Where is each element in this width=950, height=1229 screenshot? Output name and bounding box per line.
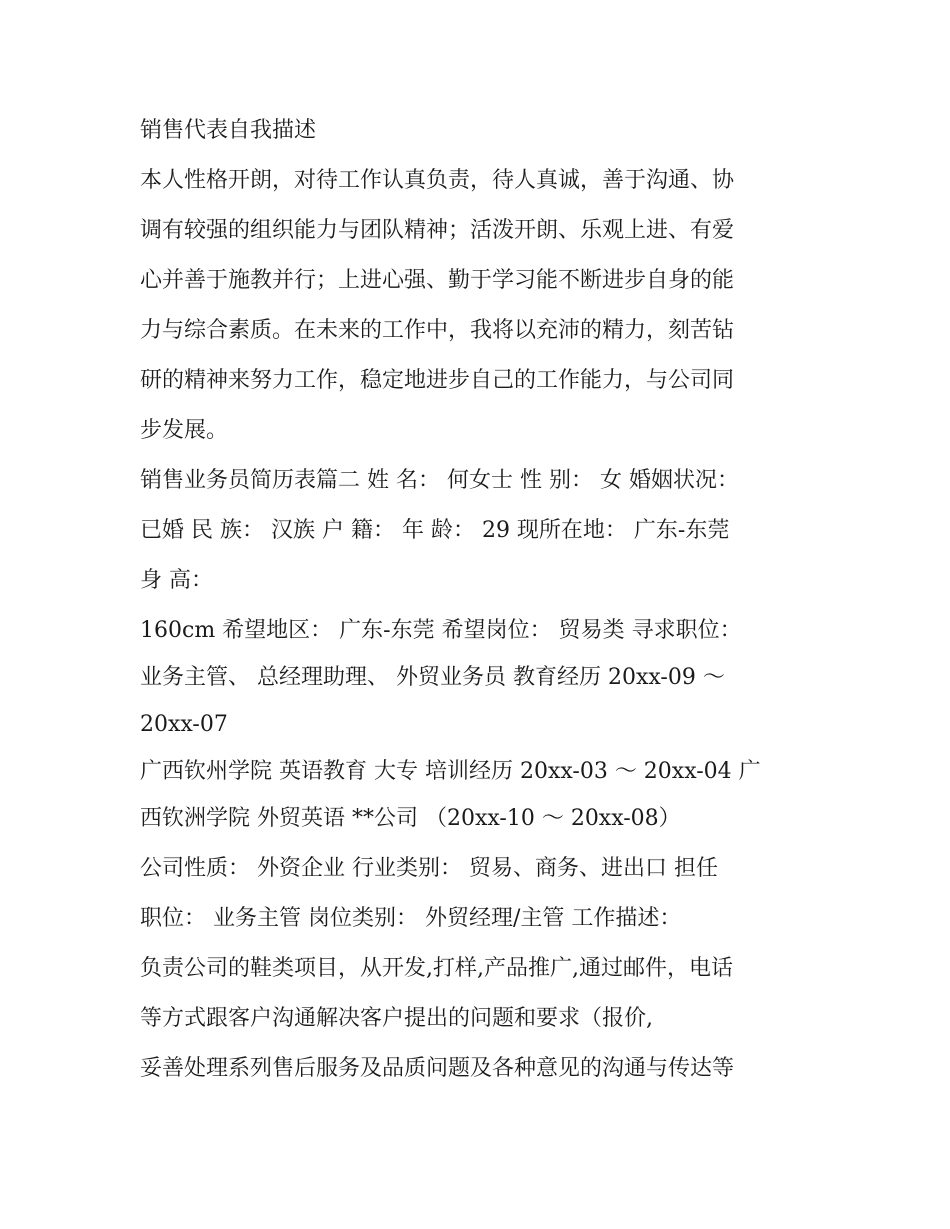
text-line: 已婚 民 族： 汉族 户 籍： 年 龄： 29 现所在地： 广东-东莞 bbox=[140, 518, 730, 543]
text-line: 研的精神来努力工作，稳定地进步自己的工作能力，与公司同 bbox=[140, 368, 735, 393]
text-line: 负责公司的鞋类项目，从开发,打样,产品推广,通过邮件，电话 bbox=[140, 956, 733, 981]
text-line: 调有较强的组织能力与团队精神；活泼开朗、乐观上进、有爱 bbox=[140, 218, 735, 243]
document-body bbox=[140, 106, 820, 1094]
text-line: 20xx-07 bbox=[140, 712, 228, 737]
text-line: 销售业务员简历表篇二 姓 名： 何女士 性 别： 女 婚姻状况： bbox=[140, 468, 739, 493]
text-line: 公司性质： 外资企业 行业类别： 贸易、商务、进出口 担任 bbox=[140, 856, 718, 881]
text-line: 妥善处理系列售后服务及品质问题及各种意见的沟通与传达等 bbox=[140, 1056, 735, 1081]
text-line: 160cm 希望地区： 广东-东莞 希望岗位： 贸易类 寻求职位： bbox=[140, 618, 742, 643]
text-line: 业务主管、 总经理助理、 外贸业务员 教育经历 20xx-09 ～ bbox=[140, 665, 725, 690]
text-line: 力与综合素质。在未来的工作中，我将以充沛的精力，刻苦钻 bbox=[140, 318, 735, 343]
text-line: 西钦洲学院 外贸英语 **公司 （20xx-10 ～ 20xx-08） bbox=[140, 806, 681, 831]
text-line: 心并善于施教并行；上进心强、勤于学习能不断进步自身的能 bbox=[140, 268, 735, 293]
text-line: 本人性格开朗，对待工作认真负责，待人真诚，善于沟通、协 bbox=[140, 168, 735, 193]
text-line: 身 高： bbox=[140, 568, 213, 593]
text-line: 职位： 业务主管 岗位类别： 外贸经理/主管 工作描述： bbox=[140, 906, 682, 931]
text-line: 步发展。 bbox=[140, 418, 229, 443]
document-title: 销售代表自我描述 bbox=[140, 118, 317, 143]
text-line: 等方式跟客户沟通解决客户提出的问题和要求（报价, bbox=[140, 1006, 653, 1031]
text-line: 广西钦州学院 英语教育 大专 培训经历 20xx-03 ～ 20xx-04 广 bbox=[140, 759, 761, 784]
